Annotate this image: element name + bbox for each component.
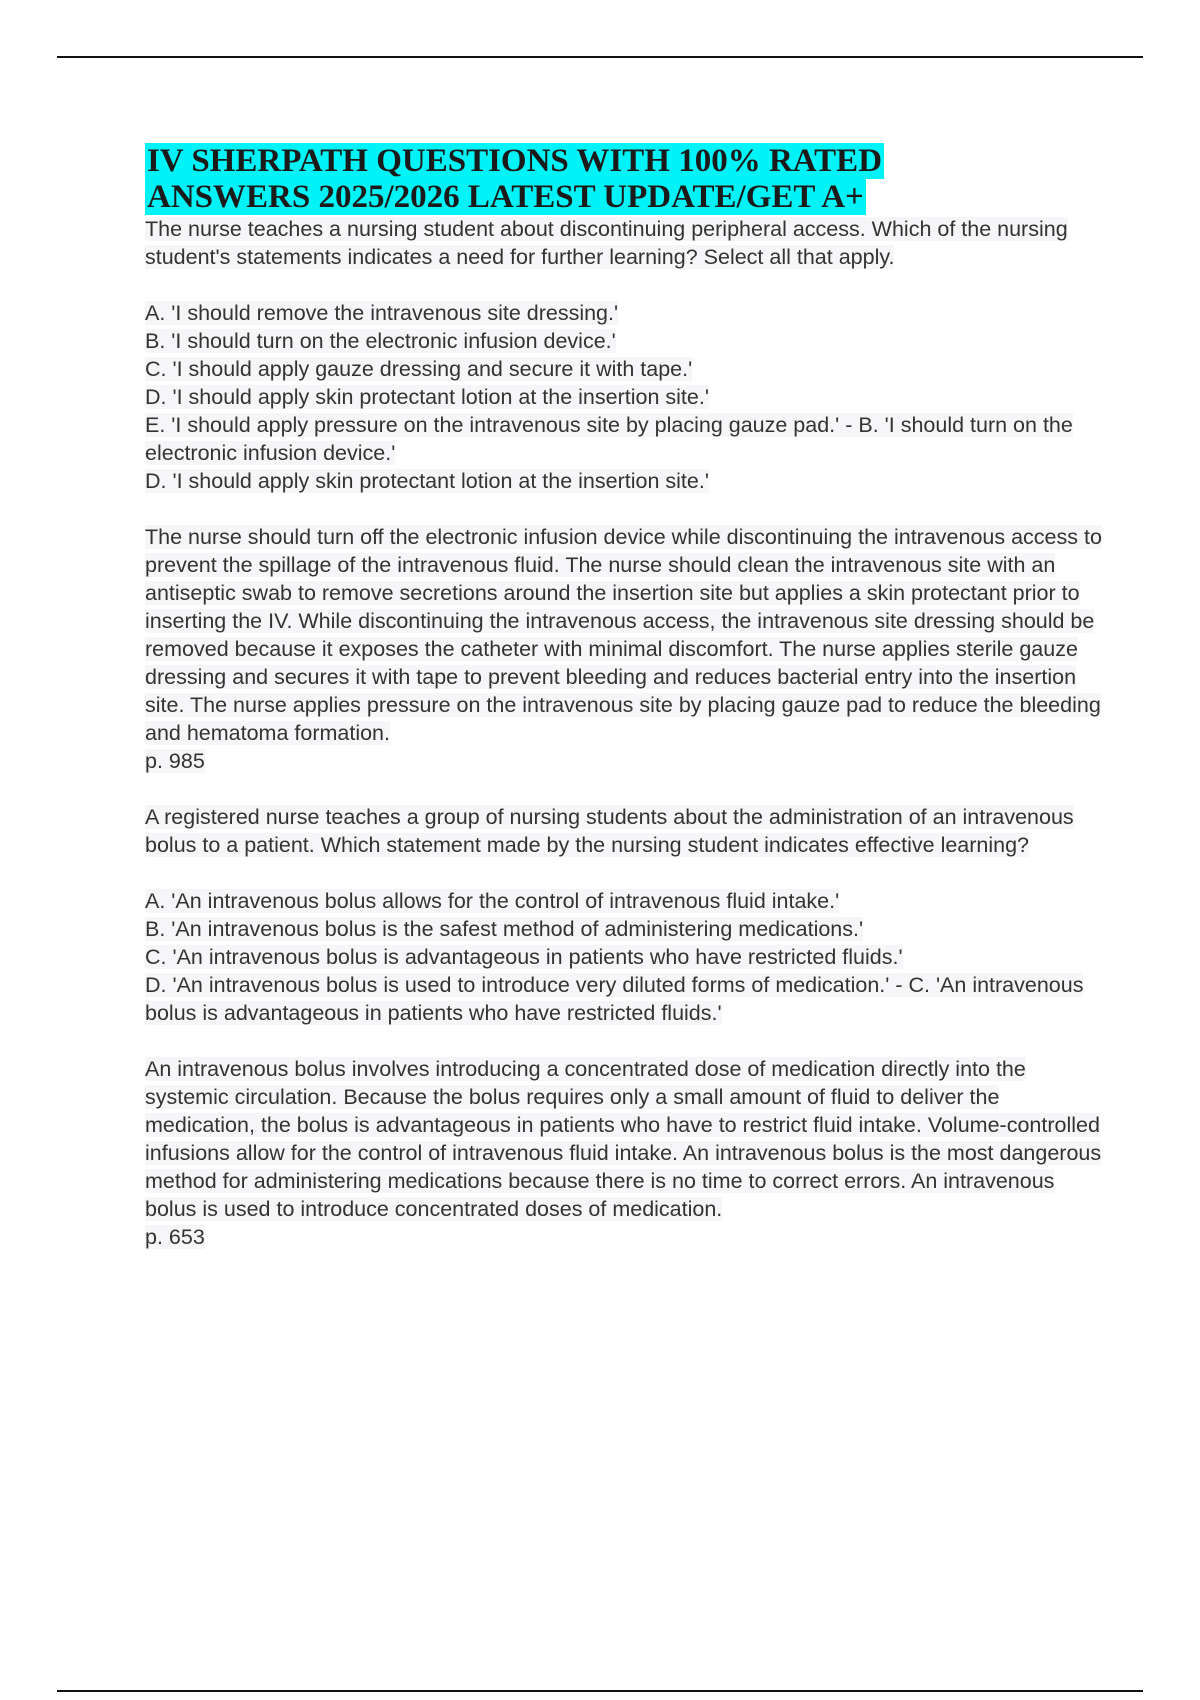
option: B. 'An intravenous bolus is the safest method of administering medications.' — [145, 917, 864, 941]
question-1-options — [145, 299, 1105, 495]
title-line-2: ANSWERS 2025/2026 LATEST UPDATE/GET A+ — [147, 179, 864, 215]
question-2: A registered nurse teaches a group of nursing students about the administration of an intravenous bolus to a patient. Which statement made by the nursing student indicates effective learning? — [145, 805, 1074, 857]
document-body — [145, 143, 1105, 1251]
answer-line: D. 'I should apply skin protectant lotion at the insertion site.' — [145, 469, 709, 493]
option: B. 'I should turn on the electronic infusion device.' — [145, 329, 616, 353]
option: D. 'I should apply skin protectant lotion at the insertion site.' — [145, 385, 709, 409]
title-line-1: IV SHERPATH QUESTIONS WITH 100% RATED — [147, 143, 883, 179]
option: A. 'An intravenous bolus allows for the control of intravenous fluid intake.' — [145, 889, 840, 913]
question-2-page-ref: p. 653 — [145, 1225, 205, 1249]
question-1-page-ref: p. 985 — [145, 749, 205, 773]
question-1: The nurse teaches a nursing student about discontinuing peripheral access. Which of the nursing student's statements indicates a need for further learning? Select all that apply. — [145, 217, 1068, 269]
option: C. 'I should apply gauze dressing and secure it with tape.' — [145, 357, 693, 381]
option-with-answer: E. 'I should apply pressure on the intravenous site by placing gauze pad.' - B. 'I should turn on the electronic infusion device.' — [145, 413, 1073, 465]
question-2-rationale: An intravenous bolus involves introducing a concentrated dose of medication directly into the systemic circulation. Because the bolus requires only a small amount of fluid to deliver the medication, the bolus is advantageous in patients who have to restrict fluid intake. Volume-controlled infusions allow for the control of intravenous fluid intake. An intravenous bolus is the most dangerous method for administering medications because there is no time to correct errors. An intravenous bolus is used to introduce concentrated doses of medication. — [145, 1057, 1102, 1221]
question-1-rationale: The nurse should turn off the electronic infusion device while discontinuing the intravenous access to prevent the spillage of the intravenous fluid. The nurse should clean the intravenous site with an antiseptic swab to remove secretions around the insertion site but applies a skin protectant prior to inserting the IV. While discontinuing the intravenous access, the intravenous site dressing should be removed because it exposes the catheter with minimal discomfort. The nurse applies sterile gauze dressing and secures it with tape to prevent bleeding and reduces bacterial entry into the insertion site. The nurse applies pressure on the intravenous site by placing gauze pad to reduce the bleeding and hematoma formation. — [145, 525, 1102, 745]
bottom-rule — [57, 1690, 1143, 1692]
option: C. 'An intravenous bolus is advantageous in patients who have restricted fluids.' — [145, 945, 903, 969]
option: A. 'I should remove the intravenous site dressing.' — [145, 301, 619, 325]
top-rule — [57, 56, 1143, 58]
option-with-answer: D. 'An intravenous bolus is used to introduce very diluted forms of medication.' - C. 'An intravenous bolus is advantageous in patients who have restricted fluids.' — [145, 973, 1084, 1025]
question-2-options — [145, 887, 1105, 1027]
document-title — [145, 143, 1105, 215]
